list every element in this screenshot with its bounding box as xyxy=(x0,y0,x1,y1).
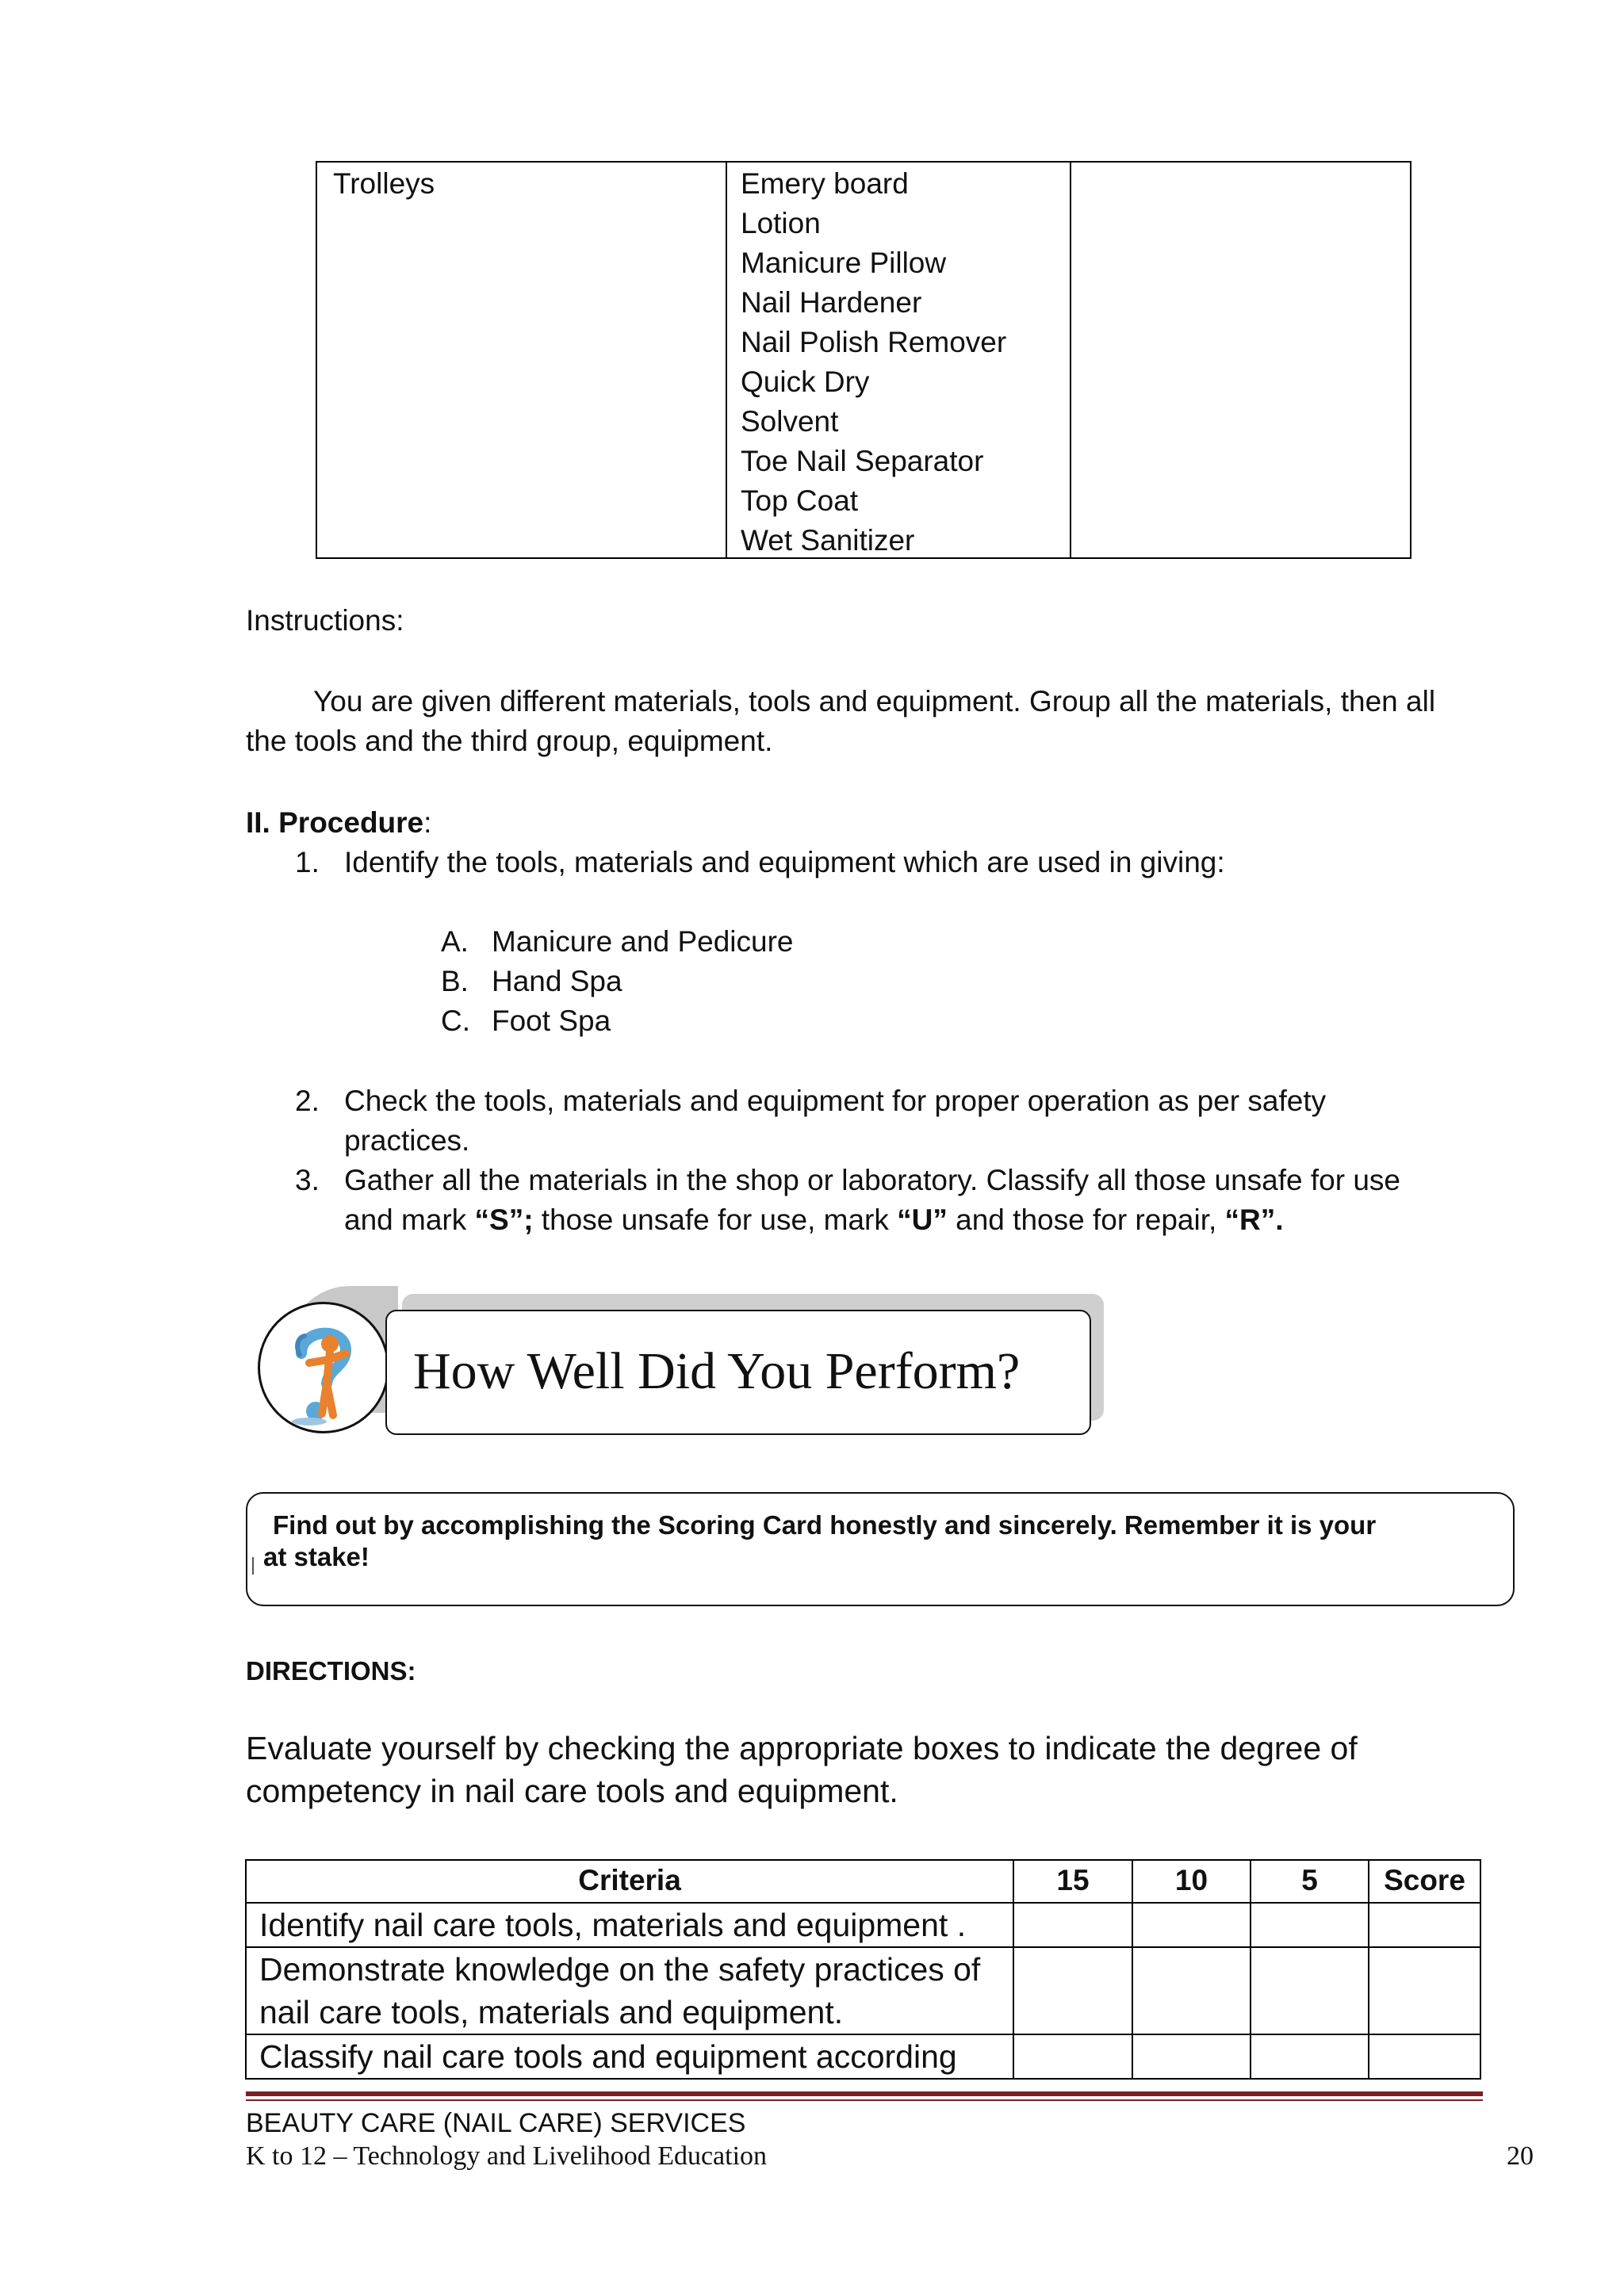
header-5: 5 xyxy=(1251,1860,1369,1903)
sub-item-text: Manicure and Pedicure xyxy=(492,925,794,958)
step-3-line-2: and mark “S”; those unsafe for use, mark “U” and those for repair, “R”. xyxy=(344,1203,1284,1236)
check-box-10[interactable] xyxy=(1132,1947,1251,2034)
footer-title: BEAUTY CARE (NAIL CARE) SERVICES xyxy=(246,2108,746,2138)
score-cell[interactable] xyxy=(1369,1903,1480,1947)
footer-rule-thin xyxy=(246,2099,1483,2101)
procedure-heading: II. Procedure: xyxy=(246,806,432,839)
criteria-cell: Identify nail care tools, materials and equipment . xyxy=(246,1903,1013,1947)
directions-line-2: competency in nail care tools and equipment. xyxy=(246,1773,898,1809)
tools-table-col-1 xyxy=(317,163,727,557)
step-number: 3. xyxy=(295,1164,320,1196)
step-number: 1. xyxy=(295,846,320,878)
sub-item-text: Foot Spa xyxy=(492,1004,611,1037)
scoring-note-line-2: at stake! xyxy=(263,1542,370,1571)
list-item: Top Coat xyxy=(741,484,859,517)
list-item: Emery board xyxy=(741,167,909,200)
page-number: 20 xyxy=(1507,2141,1534,2171)
table-row xyxy=(246,2034,1480,2079)
scoring-card-table xyxy=(245,1859,1481,2080)
list-item: Solvent xyxy=(741,405,839,438)
list-item: Nail Hardener xyxy=(741,286,922,319)
tools-table-col-3 xyxy=(1071,163,1410,557)
list-item: Manicure Pillow xyxy=(741,247,947,279)
check-box-5[interactable] xyxy=(1251,1947,1369,2034)
instructions-line-2: the tools and the third group, equipment. xyxy=(246,725,773,757)
check-box-5[interactable] xyxy=(1251,2034,1369,2079)
criteria-cell: Demonstrate knowledge on the safety practices of nail care tools, materials and equipment. xyxy=(246,1947,1013,2034)
tools-table-col-2 xyxy=(727,163,1071,557)
step-number: 2. xyxy=(295,1085,320,1117)
check-box-15[interactable] xyxy=(1013,2034,1132,2079)
table-header-row xyxy=(246,1860,1480,1903)
header-score: Score xyxy=(1369,1860,1480,1903)
text-cursor-mark xyxy=(252,1557,254,1575)
scoring-note-box xyxy=(246,1492,1515,1606)
check-box-15[interactable] xyxy=(1013,1903,1132,1947)
check-box-10[interactable] xyxy=(1132,2034,1251,2079)
section-banner xyxy=(255,1286,1112,1445)
step-2-line-2: practices. xyxy=(344,1124,470,1157)
criteria-cell: Classify nail care tools and equipment according xyxy=(246,2034,1013,2079)
list-item: Toe Nail Separator xyxy=(741,445,984,477)
instructions-line-1: You are given different materials, tools and equipment. Group all the materials, then all xyxy=(313,685,1436,718)
score-cell[interactable] xyxy=(1369,1947,1480,2034)
tools-table-list xyxy=(741,163,1056,561)
banner-title-box xyxy=(385,1310,1091,1435)
header-10: 10 xyxy=(1132,1860,1251,1903)
directions-heading: DIRECTIONS: xyxy=(246,1656,416,1686)
sub-item-text: Hand Spa xyxy=(492,965,622,997)
tools-table xyxy=(316,161,1411,559)
footer-subtitle: K to 12 – Technology and Livelihood Education xyxy=(246,2141,768,2171)
banner-title: How Well Did You Perform? xyxy=(413,1342,1021,1400)
question-figure-icon xyxy=(258,1302,389,1433)
instructions-heading: Instructions: xyxy=(246,604,404,637)
tools-table-cell: Trolleys xyxy=(333,167,435,200)
sub-item-letter: B. xyxy=(441,965,469,997)
scoring-note-line-1: Find out by accomplishing the Scoring Card honestly and sincerely. Remember it is your xyxy=(273,1510,1377,1540)
table-row xyxy=(246,1903,1480,1947)
header-criteria: Criteria xyxy=(246,1860,1013,1903)
table-row xyxy=(246,1947,1480,2034)
list-item: Quick Dry xyxy=(741,365,870,398)
step-1-text: Identify the tools, materials and equipment which are used in giving: xyxy=(344,846,1225,878)
step-3-line-1: Gather all the materials in the shop or laboratory. Classify all those unsafe for use xyxy=(344,1164,1400,1196)
header-15: 15 xyxy=(1013,1860,1132,1903)
footer-rule xyxy=(246,2091,1483,2096)
step-2-line-1: Check the tools, materials and equipment for proper operation as per safety xyxy=(344,1085,1327,1117)
sub-item-letter: C. xyxy=(441,1004,470,1037)
sub-item-letter: A. xyxy=(441,925,469,958)
list-item: Wet Sanitizer xyxy=(741,524,915,557)
check-box-5[interactable] xyxy=(1251,1903,1369,1947)
list-item: Lotion xyxy=(741,207,821,239)
directions-line-1: Evaluate yourself by checking the appropriate boxes to indicate the degree of xyxy=(246,1730,1358,1766)
check-box-15[interactable] xyxy=(1013,1947,1132,2034)
score-cell[interactable] xyxy=(1369,2034,1480,2079)
list-item: Nail Polish Remover xyxy=(741,326,1007,358)
check-box-10[interactable] xyxy=(1132,1903,1251,1947)
